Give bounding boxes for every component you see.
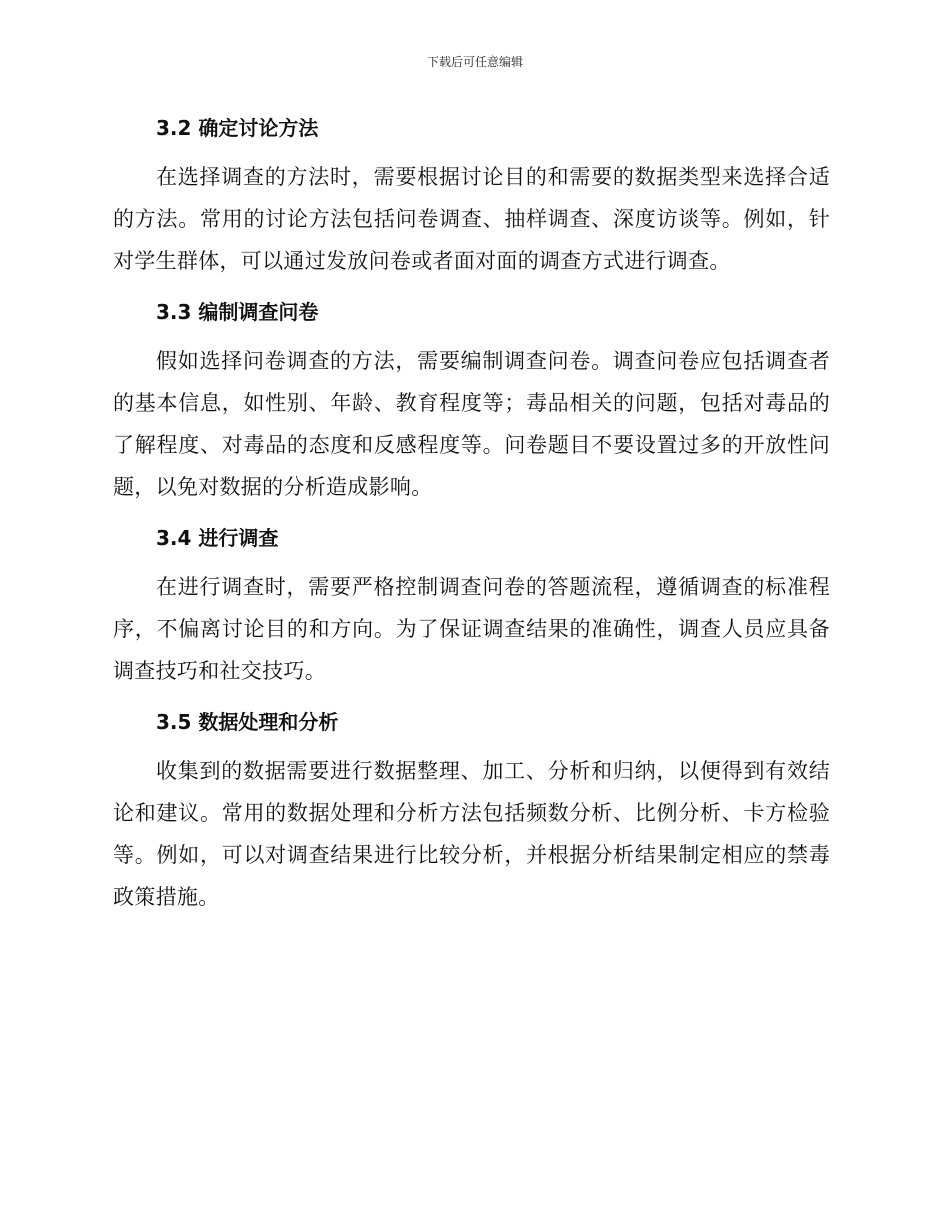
section-paragraph: 假如选择问卷调查的方法，需要编制调查问卷。调查问卷应包括调查者的基本信息，如性别、年龄、教育程度等；毒品相关的问题，包括对毒品的了解程度、对毒品的态度和反感程度等。问卷题目不要设置过多的开放性问题，以免对数据的分析造成影响。 (113, 349, 830, 499)
section-heading: 3.2 确定讨论方法 (156, 116, 319, 140)
page-header-note: 下载后可任意编辑 (426, 55, 523, 69)
section-3-4 (113, 520, 830, 704)
section-3-3 (113, 294, 830, 520)
section-heading: 3.4 进行调查 (156, 526, 279, 550)
section-3-2 (113, 110, 830, 294)
section-paragraph: 在选择调查的方法时，需要根据讨论目的和需要的数据类型来选择合适的方法。常用的讨论方法包括问卷调查、抽样调查、深度访谈等。例如，针对学生群体，可以通过发放问卷或者面对面的调查方式进行调查。 (113, 165, 830, 273)
section-paragraph: 收集到的数据需要进行数据整理、加工、分析和归纳，以便得到有效结论和建议。常用的数据处理和分析方法包括频数分析、比例分析、卡方检验等。例如，可以对调查结果进行比较分析，并根据分析结果制定相应的禁毒政策措施。 (113, 759, 830, 909)
document-body (113, 110, 830, 918)
section-3-5 (113, 704, 830, 918)
section-heading: 3.3 编制调查问卷 (156, 300, 319, 324)
section-heading: 3.5 数据处理和分析 (156, 710, 339, 734)
section-paragraph: 在进行调查时，需要严格控制调查问卷的答题流程，遵循调查的标准程序，不偏离讨论目的和方向。为了保证调查结果的准确性，调查人员应具备调查技巧和社交技巧。 (113, 575, 830, 683)
